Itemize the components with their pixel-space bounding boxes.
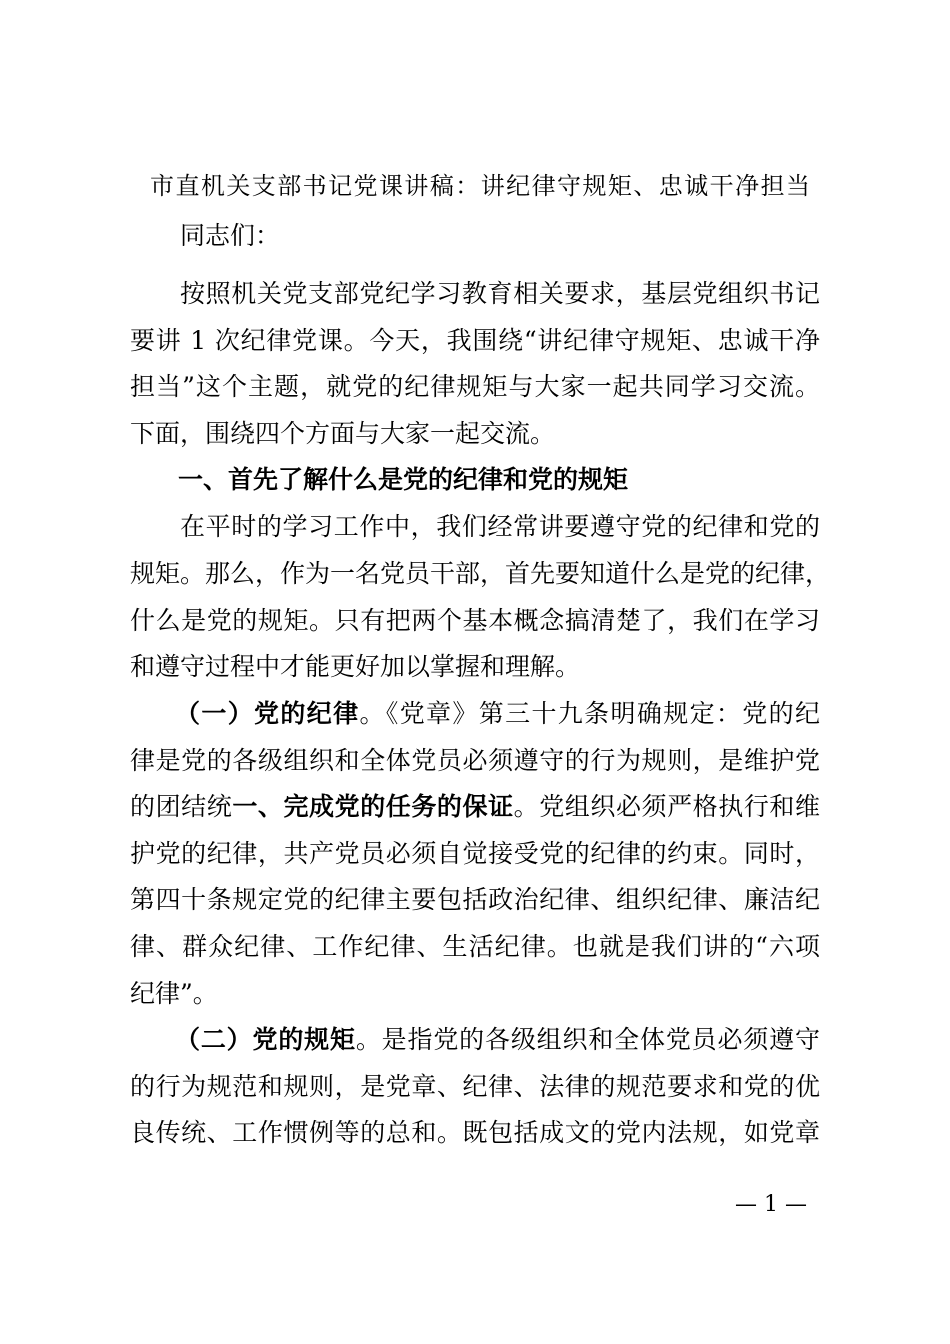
sub1-label: （一）党的纪律 — [175, 699, 360, 728]
sub1-line-4: 护党的纪律，共产党员必须自觉接受党的纪律的约束。同时， — [130, 839, 820, 868]
sub1-line-3-suffix: 。党组织必须严格执行和维 — [513, 792, 820, 821]
section1-line-3: 什么是党的规矩。只有把两个基本概念搞清楚了，我们在学习 — [130, 606, 820, 635]
sub1-line-3-prefix: 的团结统 — [130, 792, 233, 821]
greeting: 同志们： — [180, 221, 281, 250]
sub1-line-1-text: 。《党章》第三十九条明确规定：党的纪 — [359, 699, 820, 728]
sub1-line-5: 第四十条规定党的纪律主要包括政治纪律、组织纪律、廉洁纪 — [130, 885, 820, 914]
sub2-line-1-text: 。是指党的各级组织和全体党员必须遵守 — [355, 1025, 820, 1054]
sub2-line-1 — [175, 1022, 820, 1058]
intro-line-3: 担当”这个主题，就党的纪律规矩与大家一起共同学习交流。 — [130, 372, 820, 401]
document-title: 市直机关支部书记党课讲稿：讲纪律守规矩、忠诚干净担当 — [150, 172, 810, 200]
sub1-line-1 — [175, 696, 820, 732]
intro-line-2: 要讲 1 次纪律党课。今天，我围绕“讲纪律守规矩、忠诚干净 — [130, 326, 820, 355]
sub1-line-3-bold: 一、完成党的任务的保证 — [232, 792, 514, 821]
sub1-line-2: 律是党的各级组织和全体党员必须遵守的行为规则，是维护党 — [130, 746, 820, 775]
intro-line-4: 下面，围绕四个方面与大家一起交流。 — [130, 419, 556, 448]
section1-line-1: 在平时的学习工作中，我们经常讲要遵守党的纪律和党的 — [180, 512, 820, 541]
section-heading-1: 一、首先了解什么是党的纪律和党的规矩 — [178, 465, 629, 494]
sub2-line-2: 的行为规范和规则，是党章、纪律、法律的规范要求和党的优 — [130, 1072, 820, 1101]
sub2-label: （二）党的规矩 — [175, 1025, 356, 1054]
sub1-line-3 — [130, 789, 820, 825]
section1-line-2: 规矩。那么，作为一名党员干部，首先要知道什么是党的纪律， — [130, 559, 831, 588]
section1-line-4: 和遵守过程中才能更好加以掌握和理解。 — [130, 652, 581, 681]
page-number: — 1 — — [735, 1192, 807, 1217]
sub2-line-3: 良传统、工作惯例等的总和。既包括成文的党内法规，如党章 — [130, 1118, 820, 1147]
intro-line-1: 按照机关党支部党纪学习教育相关要求，基层党组织书记 — [180, 279, 820, 308]
sub1-line-7: 纪律”。 — [130, 979, 218, 1008]
sub1-line-6: 律、群众纪律、工作纪律、生活纪律。也就是我们讲的“六项 — [130, 932, 820, 961]
